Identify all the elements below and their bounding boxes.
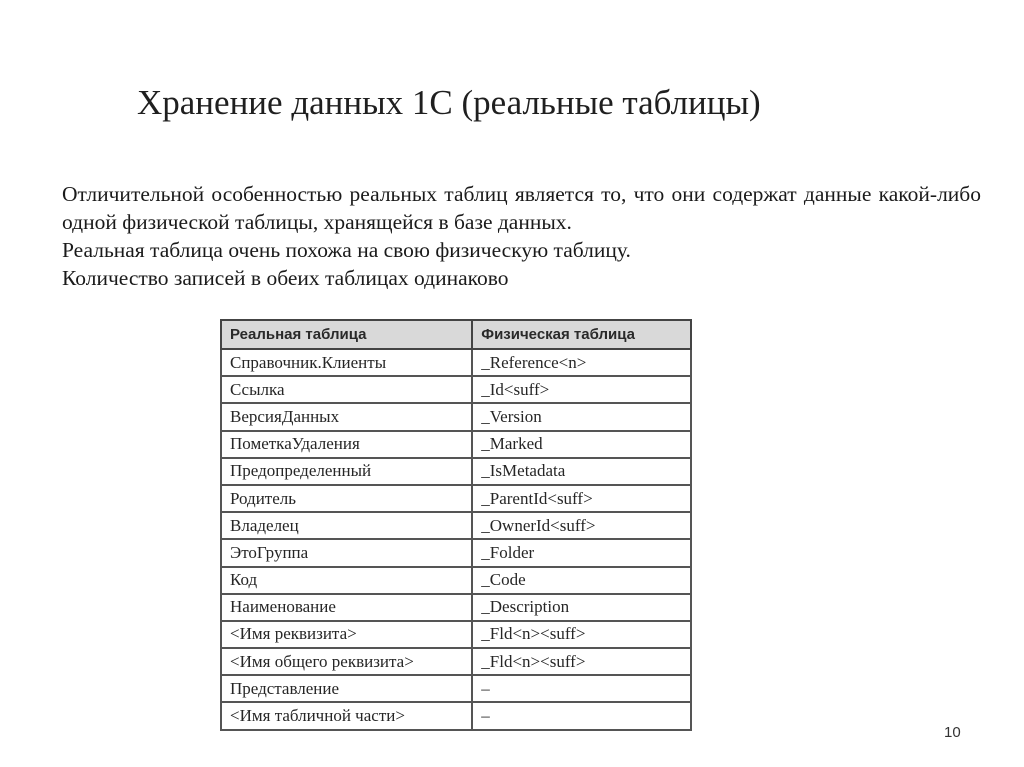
cell-real-table: <Имя табличной части>	[221, 702, 472, 729]
cell-real-table: Родитель	[221, 485, 472, 512]
cell-real-table: Справочник.Клиенты	[221, 349, 472, 376]
cell-real-table: <Имя реквизита>	[221, 621, 472, 648]
cell-physical-table: _Description	[472, 594, 691, 621]
cell-real-table: <Имя общего реквизита>	[221, 648, 472, 675]
cell-physical-table: _Reference<n>	[472, 349, 691, 376]
table-row	[221, 485, 691, 512]
table-row	[221, 431, 691, 458]
body-text	[62, 180, 981, 292]
cell-real-table: Предопределенный	[221, 458, 472, 485]
table-row	[221, 702, 691, 729]
cell-physical-table: _Version	[472, 403, 691, 430]
page-number: 10	[944, 724, 961, 741]
table-row	[221, 458, 691, 485]
table-row	[221, 349, 691, 376]
paragraph-3: Количество записей в обеих таблицах одинаково	[62, 266, 509, 290]
cell-physical-table: _ParentId<suff>	[472, 485, 691, 512]
table-row	[221, 675, 691, 702]
table-row	[221, 403, 691, 430]
cell-real-table: ЭтоГруппа	[221, 539, 472, 566]
cell-physical-table: –	[472, 702, 691, 729]
cell-physical-table: _Fld<n><suff>	[472, 621, 691, 648]
table-row	[221, 539, 691, 566]
cell-real-table: Владелец	[221, 512, 472, 539]
table-row	[221, 512, 691, 539]
table-header-row	[221, 320, 691, 349]
table-body	[221, 349, 691, 730]
cell-physical-table: _Marked	[472, 431, 691, 458]
cell-real-table: Ссылка	[221, 376, 472, 403]
table-row	[221, 621, 691, 648]
cell-physical-table: –	[472, 675, 691, 702]
cell-real-table: Представление	[221, 675, 472, 702]
cell-physical-table: _Folder	[472, 539, 691, 566]
cell-physical-table: _Code	[472, 567, 691, 594]
header-physical-table: Физическая таблица	[472, 320, 691, 349]
cell-real-table: ВерсияДанных	[221, 403, 472, 430]
slide-title: Хранение данных 1С (реальные таблицы)	[137, 83, 761, 122]
cell-real-table: Код	[221, 567, 472, 594]
cell-physical-table: _Fld<n><suff>	[472, 648, 691, 675]
paragraph-2: Реальная таблица очень похожа на свою физическую таблицу.	[62, 238, 631, 262]
mapping-table	[220, 319, 692, 731]
cell-physical-table: _Id<suff>	[472, 376, 691, 403]
table-row	[221, 567, 691, 594]
cell-real-table: Наименование	[221, 594, 472, 621]
cell-physical-table: _IsMetadata	[472, 458, 691, 485]
header-real-table: Реальная таблица	[221, 320, 472, 349]
table-row	[221, 648, 691, 675]
table-row	[221, 376, 691, 403]
table-row	[221, 594, 691, 621]
mapping-table-container	[220, 319, 692, 731]
cell-physical-table: _OwnerId<suff>	[472, 512, 691, 539]
cell-real-table: ПометкаУдаления	[221, 431, 472, 458]
paragraph-1: Отличительной особенностью реальных таблиц является то, что они содержат данные какой-либо одной физической таблицы, хранящейся в базе данных.	[62, 182, 981, 234]
